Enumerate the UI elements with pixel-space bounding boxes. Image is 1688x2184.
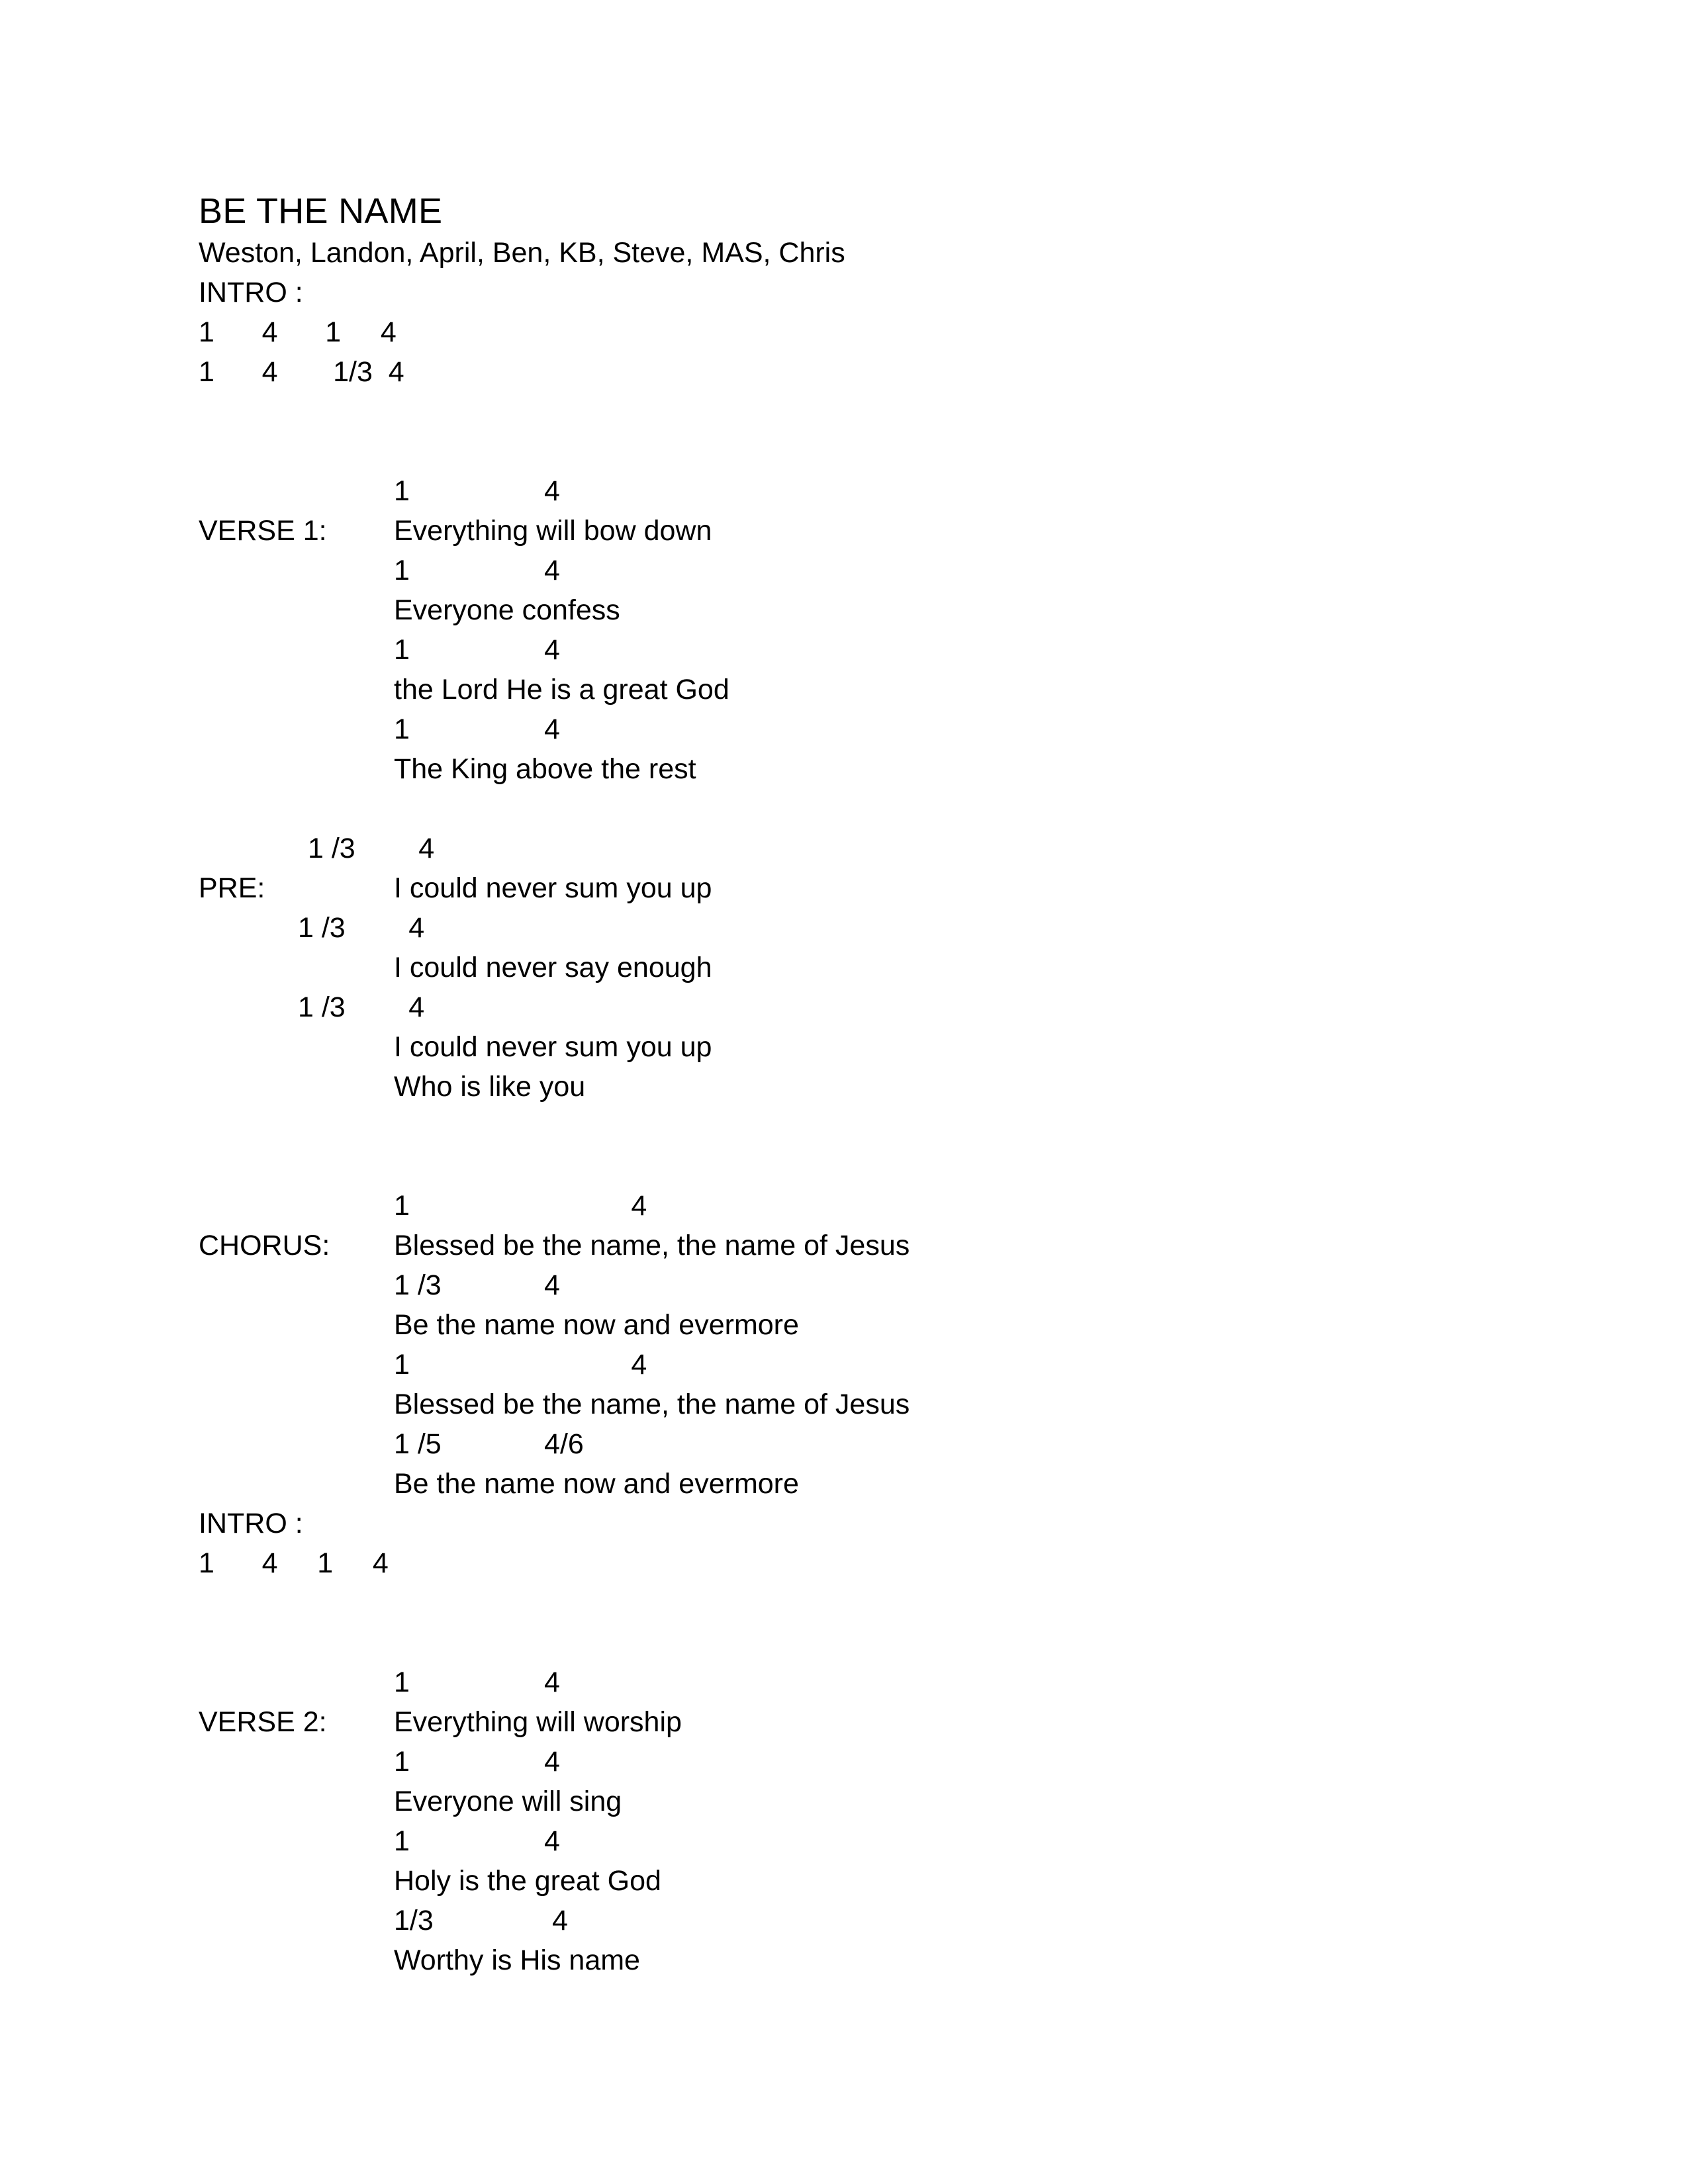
- pre-chord-1: 1 /3 4: [308, 833, 435, 864]
- section-label-verse-2: VERSE 2:: [199, 1706, 327, 1738]
- verse-2-lyric-1: Everything will worship: [394, 1706, 682, 1738]
- section-label-intro-2: INTRO :: [199, 1508, 303, 1539]
- page-title: BE THE NAME: [199, 191, 443, 231]
- spacer: [199, 1146, 1523, 1186]
- verse-1-chord-3: 1 4: [394, 634, 560, 666]
- section-intro-1: [199, 273, 1523, 392]
- pre-lyric-4: Who is like you: [394, 1071, 586, 1103]
- section-label-chorus: CHORUS:: [199, 1230, 330, 1261]
- chorus-chord-1: 1 4: [394, 1190, 647, 1222]
- section-chorus: [199, 1186, 1523, 1504]
- section-label-pre: PRE:: [199, 872, 265, 904]
- section-verse-2: [199, 1662, 1523, 1980]
- section-verse-1: [199, 471, 1523, 789]
- song-chart: [199, 189, 1523, 1980]
- intro-1-chord-line-1: 1 4 1 4: [199, 316, 397, 348]
- verse-1-lyric-4: The King above the rest: [394, 753, 696, 785]
- chorus-chord-2: 1 /3 4: [394, 1269, 560, 1301]
- verse-2-chord-2: 1 4: [394, 1746, 560, 1778]
- spacer: [199, 1583, 1523, 1623]
- section-pre: [199, 829, 1523, 1107]
- verse-1-chord-1: 1 4: [394, 475, 560, 507]
- spacer: [199, 789, 1523, 829]
- verse-1-lyric-1: Everything will bow down: [394, 515, 712, 547]
- chorus-chord-4: 1 /5 4/6: [394, 1428, 584, 1460]
- pre-lyric-3: I could never sum you up: [394, 1031, 712, 1063]
- chorus-lyric-1: Blessed be the name, the name of Jesus: [394, 1230, 910, 1261]
- verse-1-chord-4: 1 4: [394, 713, 560, 745]
- spacer: [199, 432, 1523, 471]
- verse-2-chord-1: 1 4: [394, 1666, 560, 1698]
- pre-lyric-2: I could never say enough: [394, 952, 712, 983]
- pre-chord-2: 1 /3 4: [298, 912, 425, 944]
- verse-1-lyric-2: Everyone confess: [394, 594, 620, 626]
- intro-2-chord-line-1: 1 4 1 4: [199, 1547, 389, 1579]
- intro-1-chord-line-2: 1 4 1/3 4: [199, 356, 404, 388]
- verse-1-chord-2: 1 4: [394, 555, 560, 586]
- section-intro-2: [199, 1504, 1523, 1583]
- spacer: [199, 1623, 1523, 1662]
- verse-2-lyric-4: Worthy is His name: [394, 1944, 640, 1976]
- chorus-chord-3: 1 4: [394, 1349, 647, 1381]
- pre-chord-3: 1 /3 4: [298, 991, 425, 1023]
- chorus-lyric-2: Be the name now and evermore: [394, 1309, 799, 1341]
- verse-2-lyric-3: Holy is the great God: [394, 1865, 661, 1897]
- section-label-intro-1: INTRO :: [199, 277, 303, 308]
- pre-lyric-1: I could never sum you up: [394, 872, 712, 904]
- chorus-lyric-3: Blessed be the name, the name of Jesus: [394, 1388, 910, 1420]
- chorus-lyric-4: Be the name now and evermore: [394, 1468, 799, 1500]
- verse-2-chord-4: 1/3 4: [394, 1905, 568, 1936]
- section-label-verse-1: VERSE 1:: [199, 515, 327, 547]
- verse-1-lyric-3: the Lord He is a great God: [394, 674, 729, 705]
- verse-2-chord-3: 1 4: [394, 1825, 560, 1857]
- song-authors: Weston, Landon, April, Ben, KB, Steve, MAS, Chris: [199, 237, 845, 269]
- spacer: [199, 1107, 1523, 1146]
- spacer: [199, 392, 1523, 432]
- verse-2-lyric-2: Everyone will sing: [394, 1786, 622, 1817]
